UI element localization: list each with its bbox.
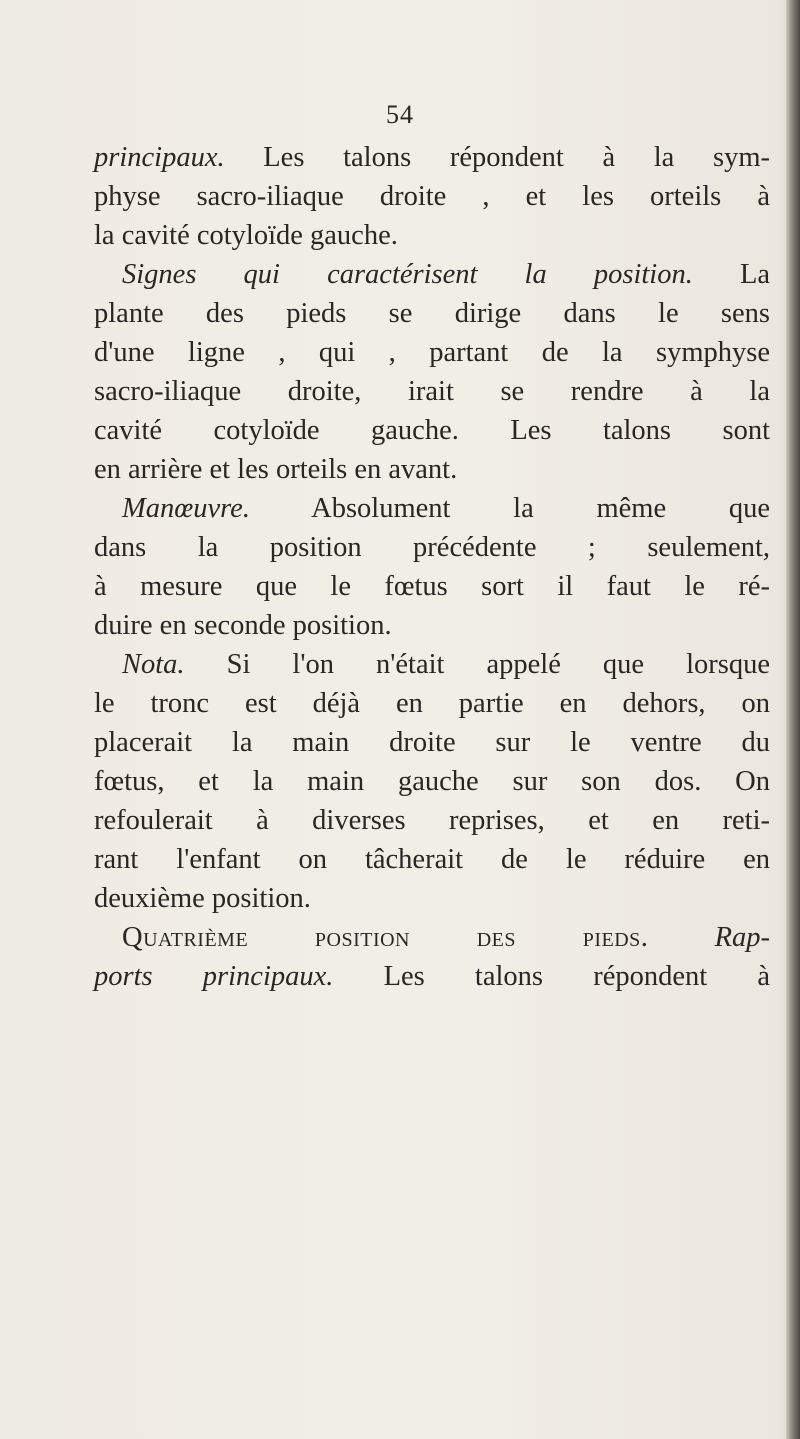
text-run: dans la position précédente ; seulement, — [94, 532, 770, 563]
text-line — [94, 372, 770, 411]
text-line — [94, 138, 770, 177]
text-run: deuxième position. — [94, 883, 311, 914]
text-line — [94, 255, 770, 294]
text-run: physe sacro-iliaque droite , et les orteils à — [94, 181, 770, 212]
italic-run: ports principaux. — [94, 961, 334, 992]
text-run: en arrière et les orteils en avant. — [94, 454, 458, 485]
text-run: Absolument la même que — [249, 493, 770, 524]
text-line — [94, 567, 770, 606]
text-run: fœtus, et la main gauche sur son dos. On — [94, 766, 770, 797]
text-line — [94, 684, 770, 723]
text-line — [94, 411, 770, 450]
text-line — [94, 762, 770, 801]
text-run: La — [692, 259, 771, 290]
text-run: le tronc est déjà en partie en dehors, on — [94, 688, 770, 719]
text-run: Les talons répondent à la sym- — [224, 142, 770, 173]
text-run: cavité cotyloïde gauche. Les talons sont — [94, 415, 770, 446]
text-run: rant l'enfant on tâcherait de le réduire en — [94, 844, 770, 875]
text-run: sacro-iliaque droite, irait se rendre à la — [94, 376, 770, 407]
text-line — [94, 957, 770, 996]
text-line — [94, 489, 770, 528]
text-line — [94, 294, 770, 333]
text-line — [94, 450, 770, 489]
text-line — [94, 177, 770, 216]
text-line — [94, 333, 770, 372]
text-line — [94, 216, 770, 255]
text-line — [94, 723, 770, 762]
text-run: duire en seconde position. — [94, 610, 392, 641]
text-run: placerait la main droite sur le ventre du — [94, 727, 770, 758]
text-run: la cavité cotyloïde gauche. — [94, 220, 398, 251]
text-line — [94, 918, 770, 957]
text-run: d'une ligne , qui , partant de la symphyse — [94, 337, 770, 368]
text-line — [94, 801, 770, 840]
page-number: 54 — [386, 100, 414, 129]
italic-run: Rap- — [648, 922, 770, 953]
text-run: Si l'on n'était appelé que lorsque — [184, 649, 770, 680]
text-run: refoulerait à diverses reprises, et en reti- — [94, 805, 770, 836]
italic-run: Signes qui caractérisent la position. — [122, 259, 693, 290]
italic-run: principaux. — [94, 142, 225, 173]
body-text — [94, 138, 770, 996]
text-run: Les talons répondent à — [333, 961, 771, 992]
text-line — [94, 645, 770, 684]
italic-run: Manœuvre. — [122, 493, 250, 524]
text-line — [94, 528, 770, 567]
page-edge — [786, 0, 800, 1439]
text-run: plante des pieds se dirige dans le sens — [94, 298, 770, 329]
text-line — [94, 840, 770, 879]
text-line — [94, 606, 770, 645]
smallcaps-run: Quatrième position des pieds. — [122, 922, 649, 953]
italic-run: Nota. — [122, 649, 185, 680]
text-line — [94, 879, 770, 918]
text-run: à mesure que le fœtus sort il faut le ré- — [94, 571, 770, 602]
